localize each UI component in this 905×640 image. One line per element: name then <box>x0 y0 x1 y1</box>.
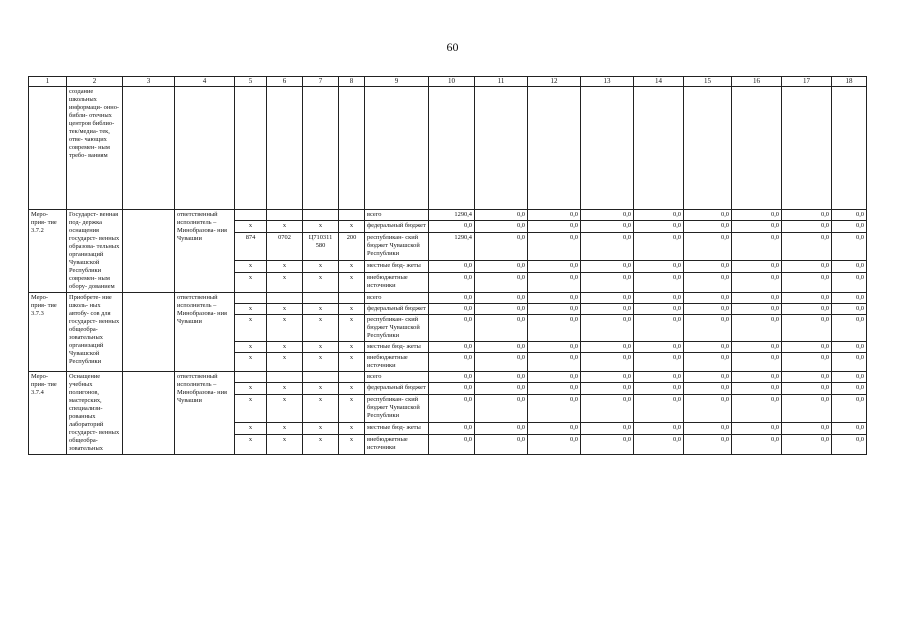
empty-cell <box>732 86 782 209</box>
code-cell <box>339 209 365 221</box>
value-cell: 0,0 <box>684 394 732 422</box>
value-cell: 0,0 <box>782 261 832 273</box>
code-cell: 0702 <box>267 232 303 260</box>
value-cell: 0,0 <box>528 209 581 221</box>
value-cell: 0,0 <box>732 341 782 352</box>
empty-cell <box>528 86 581 209</box>
value-cell: 0,0 <box>528 383 581 395</box>
value-cell: 0,0 <box>634 209 684 221</box>
funding-source-cell: республикан- ский бюджет Чувашской Республики <box>365 232 429 260</box>
funding-source-cell: всего <box>365 371 429 383</box>
value-cell: 0,0 <box>732 352 782 371</box>
table-row <box>29 292 867 303</box>
code-cell: х <box>235 352 267 371</box>
measure-name-cell: Приобрете- ние школь- ных автобу- сов для государст- венных общеобра- зовательных организаций Чувашской Республики <box>67 292 123 371</box>
code-cell: х <box>267 261 303 273</box>
value-cell: 0,0 <box>581 292 634 303</box>
code-cell: х <box>339 272 365 292</box>
code-cell: х <box>339 261 365 273</box>
funding-source-cell: республикан- ский бюджет Чувашской Республики <box>365 314 429 341</box>
code-cell: х <box>235 261 267 273</box>
value-cell: 0,0 <box>782 314 832 341</box>
value-cell: 0,0 <box>732 272 782 292</box>
value-cell: 0,0 <box>475 209 528 221</box>
empty-cell <box>684 86 732 209</box>
code-cell <box>303 292 339 303</box>
value-cell: 0,0 <box>832 434 867 454</box>
value-cell: 0,0 <box>429 221 475 233</box>
value-cell: 0,0 <box>475 383 528 395</box>
value-cell: 0,0 <box>832 209 867 221</box>
value-cell: 0,0 <box>782 232 832 260</box>
funding-source-cell: федеральный бюджет <box>365 303 429 314</box>
value-cell: 0,0 <box>634 272 684 292</box>
value-cell: 0,0 <box>528 341 581 352</box>
column-header: 11 <box>475 77 528 87</box>
code-cell: х <box>267 352 303 371</box>
value-cell: 0,0 <box>429 341 475 352</box>
code-cell: х <box>303 434 339 454</box>
empty-cell <box>475 86 528 209</box>
code-cell: х <box>339 221 365 233</box>
value-cell: 0,0 <box>475 341 528 352</box>
column-header: 14 <box>634 77 684 87</box>
value-cell: 0,0 <box>832 314 867 341</box>
value-cell: 0,0 <box>634 341 684 352</box>
code-cell: х <box>339 341 365 352</box>
value-cell: 0,0 <box>684 261 732 273</box>
empty-cell <box>782 86 832 209</box>
code-cell: х <box>235 314 267 341</box>
code-cell: х <box>267 434 303 454</box>
column-header: 9 <box>365 77 429 87</box>
value-cell: 0,0 <box>581 232 634 260</box>
code-cell: х <box>339 434 365 454</box>
value-cell: 0,0 <box>581 209 634 221</box>
empty-cell <box>634 86 684 209</box>
code-cell: х <box>303 314 339 341</box>
value-cell: 0,0 <box>684 341 732 352</box>
value-cell: 0,0 <box>782 292 832 303</box>
value-cell: 0,0 <box>832 341 867 352</box>
code-cell: х <box>235 221 267 233</box>
code-cell: х <box>303 221 339 233</box>
value-cell: 0,0 <box>475 314 528 341</box>
measure-id-cell: Меро- прия- тие 3.7.4 <box>29 371 67 454</box>
column-header: 15 <box>684 77 732 87</box>
code-cell: х <box>267 383 303 395</box>
value-cell: 0,0 <box>832 272 867 292</box>
code-cell: х <box>235 303 267 314</box>
value-cell: 0,0 <box>782 221 832 233</box>
value-cell: 0,0 <box>528 394 581 422</box>
code-cell: х <box>303 272 339 292</box>
measure-name-cell: Государст- венная под- держка оснащения государст- венных образова- тельных организаций Чувашской Республики современ- ным обору- дованием <box>67 209 123 292</box>
code-cell <box>303 209 339 221</box>
value-cell: 0,0 <box>732 221 782 233</box>
value-cell: 0,0 <box>581 352 634 371</box>
empty-cell <box>303 86 339 209</box>
value-cell: 0,0 <box>684 423 732 435</box>
value-cell: 0,0 <box>832 303 867 314</box>
funding-source-cell: внебюджетные источники <box>365 272 429 292</box>
code-cell: х <box>303 261 339 273</box>
value-cell: 0,0 <box>429 352 475 371</box>
value-cell: 0,0 <box>634 434 684 454</box>
value-cell: 1290,4 <box>429 232 475 260</box>
value-cell: 0,0 <box>782 434 832 454</box>
value-cell: 0,0 <box>684 221 732 233</box>
funding-source-cell: местные бюд- жеты <box>365 341 429 352</box>
code-cell: х <box>267 423 303 435</box>
code-cell <box>267 371 303 383</box>
funding-source-cell: всего <box>365 209 429 221</box>
value-cell: 0,0 <box>782 352 832 371</box>
value-cell: 0,0 <box>634 314 684 341</box>
budget-table <box>28 76 867 455</box>
value-cell: 0,0 <box>528 314 581 341</box>
code-cell: х <box>339 383 365 395</box>
empty-cell <box>123 292 175 371</box>
value-cell: 0,0 <box>581 272 634 292</box>
measure-name-cell: создание школьных информаци- онно-библи- отечных центров библио- тек/медиа- тек, отве- чающих современ- ным требо- ваниям <box>67 86 123 209</box>
value-cell: 0,0 <box>634 303 684 314</box>
value-cell: 0,0 <box>634 292 684 303</box>
column-header: 4 <box>175 77 235 87</box>
value-cell: 0,0 <box>832 292 867 303</box>
code-cell <box>235 292 267 303</box>
value-cell: 0,0 <box>429 303 475 314</box>
value-cell: 0,0 <box>475 232 528 260</box>
code-cell: Ц710311 580 <box>303 232 339 260</box>
code-cell: х <box>235 423 267 435</box>
column-header: 1 <box>29 77 67 87</box>
code-cell <box>339 371 365 383</box>
empty-cell <box>365 86 429 209</box>
table-row <box>29 371 867 383</box>
code-cell <box>235 371 267 383</box>
value-cell: 0,0 <box>528 352 581 371</box>
column-header: 2 <box>67 77 123 87</box>
value-cell: 0,0 <box>832 261 867 273</box>
value-cell: 0,0 <box>782 371 832 383</box>
code-cell <box>267 292 303 303</box>
funding-source-cell: местные бюд- жеты <box>365 423 429 435</box>
value-cell: 0,0 <box>684 303 732 314</box>
value-cell: 0,0 <box>581 314 634 341</box>
value-cell: 0,0 <box>832 371 867 383</box>
measure-id-cell: Меро- прия- тие 3.7.2 <box>29 209 67 292</box>
value-cell: 0,0 <box>832 352 867 371</box>
value-cell: 0,0 <box>782 303 832 314</box>
code-cell: х <box>267 303 303 314</box>
value-cell: 0,0 <box>581 261 634 273</box>
value-cell: 0,0 <box>684 371 732 383</box>
value-cell: 0,0 <box>429 272 475 292</box>
value-cell: 0,0 <box>782 394 832 422</box>
value-cell: 0,0 <box>832 221 867 233</box>
value-cell: 0,0 <box>732 232 782 260</box>
code-cell: х <box>235 383 267 395</box>
code-cell <box>235 209 267 221</box>
value-cell: 0,0 <box>732 314 782 341</box>
column-header: 7 <box>303 77 339 87</box>
column-header: 18 <box>832 77 867 87</box>
empty-cell <box>123 209 175 292</box>
column-header: 10 <box>429 77 475 87</box>
value-cell: 0,0 <box>475 261 528 273</box>
code-cell: х <box>267 221 303 233</box>
code-cell <box>339 292 365 303</box>
value-cell: 0,0 <box>782 341 832 352</box>
funding-source-cell: федеральный бюджет <box>365 221 429 233</box>
code-cell: 200 <box>339 232 365 260</box>
value-cell: 0,0 <box>634 371 684 383</box>
value-cell: 0,0 <box>684 209 732 221</box>
value-cell: 0,0 <box>782 383 832 395</box>
code-cell: х <box>303 352 339 371</box>
value-cell: 0,0 <box>732 394 782 422</box>
code-cell: х <box>339 394 365 422</box>
value-cell: 0,0 <box>732 371 782 383</box>
value-cell: 0,0 <box>475 221 528 233</box>
value-cell: 0,0 <box>528 303 581 314</box>
code-cell <box>303 371 339 383</box>
value-cell: 0,0 <box>581 423 634 435</box>
executor-cell: ответственный исполнитель – Минобразова- ния Чувашии <box>175 371 235 454</box>
empty-cell <box>123 371 175 454</box>
value-cell: 0,0 <box>684 434 732 454</box>
funding-source-cell: внебюджетные источники <box>365 434 429 454</box>
table-row <box>29 86 867 209</box>
value-cell: 0,0 <box>581 303 634 314</box>
code-cell: х <box>339 423 365 435</box>
column-header: 13 <box>581 77 634 87</box>
value-cell: 0,0 <box>475 303 528 314</box>
value-cell: 0,0 <box>634 394 684 422</box>
column-header: 3 <box>123 77 175 87</box>
value-cell: 0,0 <box>581 394 634 422</box>
value-cell: 0,0 <box>528 272 581 292</box>
empty-cell <box>29 86 67 209</box>
executor-cell: ответственный исполнитель – Минобразова- ния Чувашии <box>175 292 235 371</box>
value-cell: 0,0 <box>528 232 581 260</box>
value-cell: 0,0 <box>475 371 528 383</box>
code-cell: х <box>303 383 339 395</box>
code-cell: х <box>303 303 339 314</box>
code-cell <box>267 209 303 221</box>
value-cell: 0,0 <box>782 423 832 435</box>
value-cell: 0,0 <box>684 232 732 260</box>
funding-source-cell: всего <box>365 292 429 303</box>
value-cell: 0,0 <box>581 221 634 233</box>
empty-cell <box>581 86 634 209</box>
value-cell: 0,0 <box>732 434 782 454</box>
code-cell: х <box>339 352 365 371</box>
value-cell: 0,0 <box>581 341 634 352</box>
value-cell: 0,0 <box>634 352 684 371</box>
value-cell: 0,0 <box>581 371 634 383</box>
code-cell: х <box>339 314 365 341</box>
value-cell: 0,0 <box>475 352 528 371</box>
code-cell: х <box>339 303 365 314</box>
value-cell: 0,0 <box>732 261 782 273</box>
value-cell: 0,0 <box>684 272 732 292</box>
value-cell: 0,0 <box>429 383 475 395</box>
value-cell: 0,0 <box>684 383 732 395</box>
column-header: 16 <box>732 77 782 87</box>
column-header: 5 <box>235 77 267 87</box>
value-cell: 0,0 <box>832 423 867 435</box>
measure-id-cell: Меро- прия- тие 3.7.3 <box>29 292 67 371</box>
value-cell: 0,0 <box>429 261 475 273</box>
code-cell: х <box>267 394 303 422</box>
code-cell: х <box>267 341 303 352</box>
value-cell: 0,0 <box>581 383 634 395</box>
value-cell: 0,0 <box>429 434 475 454</box>
value-cell: 0,0 <box>832 394 867 422</box>
column-header: 6 <box>267 77 303 87</box>
measure-name-cell: Оснащение учебных полигонов, мастерских, специализи- рованных лабораторий государст- венных общеобра- зовательных <box>67 371 123 454</box>
value-cell: 0,0 <box>528 261 581 273</box>
value-cell: 0,0 <box>581 434 634 454</box>
value-cell: 0,0 <box>732 303 782 314</box>
column-header: 12 <box>528 77 581 87</box>
code-cell: х <box>235 434 267 454</box>
funding-source-cell: местные бюд- жеты <box>365 261 429 273</box>
empty-cell <box>339 86 365 209</box>
code-cell: х <box>267 272 303 292</box>
value-cell: 0,0 <box>475 394 528 422</box>
executor-cell: ответственный исполнитель – Минобразова- ния Чувашии <box>175 209 235 292</box>
value-cell: 0,0 <box>429 371 475 383</box>
column-header: 8 <box>339 77 365 87</box>
code-cell: х <box>235 341 267 352</box>
value-cell: 0,0 <box>832 383 867 395</box>
value-cell: 0,0 <box>732 423 782 435</box>
empty-cell <box>832 86 867 209</box>
page-number: 60 <box>446 40 459 54</box>
value-cell: 0,0 <box>429 292 475 303</box>
code-cell: х <box>303 423 339 435</box>
value-cell: 0,0 <box>528 434 581 454</box>
empty-cell <box>429 86 475 209</box>
table-row <box>29 209 867 221</box>
value-cell: 0,0 <box>684 292 732 303</box>
header-row <box>29 77 867 87</box>
empty-cell <box>123 86 175 209</box>
empty-cell <box>175 86 235 209</box>
value-cell: 0,0 <box>528 371 581 383</box>
value-cell: 0,0 <box>634 423 684 435</box>
column-header: 17 <box>782 77 832 87</box>
value-cell: 0,0 <box>475 272 528 292</box>
funding-source-cell: республикан- ский бюджет Чувашской Республики <box>365 394 429 422</box>
value-cell: 0,0 <box>634 261 684 273</box>
value-cell: 0,0 <box>634 232 684 260</box>
code-cell: х <box>267 314 303 341</box>
value-cell: 0,0 <box>429 314 475 341</box>
code-cell: х <box>235 394 267 422</box>
value-cell: 0,0 <box>782 209 832 221</box>
value-cell: 0,0 <box>528 292 581 303</box>
funding-source-cell: внебюджетные источники <box>365 352 429 371</box>
value-cell: 0,0 <box>782 272 832 292</box>
value-cell: 0,0 <box>429 394 475 422</box>
value-cell: 0,0 <box>528 423 581 435</box>
value-cell: 0,0 <box>475 423 528 435</box>
value-cell: 0,0 <box>684 314 732 341</box>
value-cell: 0,0 <box>528 221 581 233</box>
value-cell: 0,0 <box>634 383 684 395</box>
value-cell: 0,0 <box>732 383 782 395</box>
code-cell: х <box>235 272 267 292</box>
empty-cell <box>235 86 267 209</box>
value-cell: 0,0 <box>429 423 475 435</box>
value-cell: 0,0 <box>475 292 528 303</box>
value-cell: 0,0 <box>732 292 782 303</box>
value-cell: 0,0 <box>684 352 732 371</box>
code-cell: х <box>303 394 339 422</box>
value-cell: 0,0 <box>732 209 782 221</box>
funding-source-cell: федеральный бюджет <box>365 383 429 395</box>
value-cell: 0,0 <box>475 434 528 454</box>
code-cell: х <box>303 341 339 352</box>
value-cell: 1290,4 <box>429 209 475 221</box>
empty-cell <box>267 86 303 209</box>
value-cell: 0,0 <box>832 232 867 260</box>
code-cell: 874 <box>235 232 267 260</box>
value-cell: 0,0 <box>634 221 684 233</box>
